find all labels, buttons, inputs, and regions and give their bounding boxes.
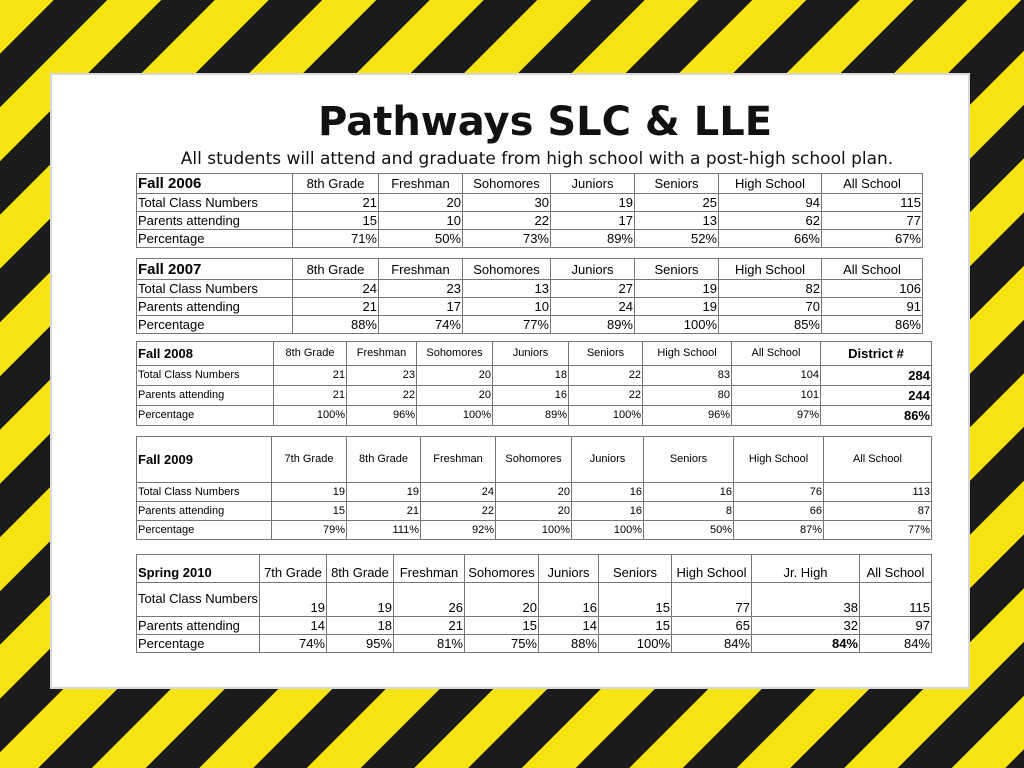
table-cell: 85% [719, 316, 822, 334]
table-cell: 92% [421, 521, 496, 540]
column-header: Seniors [635, 174, 719, 194]
column-header: Jr. High [752, 555, 860, 583]
district-cell: 284 [821, 366, 932, 386]
table-cell: 88% [293, 316, 379, 334]
table-cell: 10 [463, 298, 551, 316]
table-cell: 76 [734, 483, 824, 502]
table-cell: 19 [327, 583, 394, 617]
table-row [137, 521, 932, 540]
column-header: Sohomores [496, 437, 572, 483]
table-cell: 84% [752, 635, 860, 653]
table-cell: 67% [822, 230, 923, 248]
table-cell: 97% [732, 406, 821, 426]
column-header: All School [860, 555, 932, 583]
table-cell: 17 [551, 212, 635, 230]
fall-2008-table [136, 341, 932, 426]
table-cell: 52% [635, 230, 719, 248]
table-cell: 20 [417, 386, 493, 406]
table-cell: 100% [635, 316, 719, 334]
table-cell: 113 [824, 483, 932, 502]
table-cell: 74% [260, 635, 327, 653]
column-header: 7th Grade [260, 555, 327, 583]
table-cell: 23 [379, 280, 463, 298]
table-cell: 20 [496, 502, 572, 521]
table-cell: 21 [293, 298, 379, 316]
table-cell: 100% [496, 521, 572, 540]
table-cell: 25 [635, 194, 719, 212]
column-header: 8th Grade [293, 174, 379, 194]
table-cell: 10 [379, 212, 463, 230]
table-cell: 14 [260, 617, 327, 635]
column-header: 8th Grade [347, 437, 421, 483]
table-cell: 19 [347, 483, 421, 502]
table-row [137, 194, 923, 212]
table-cell: 100% [572, 521, 644, 540]
table-cell: 32 [752, 617, 860, 635]
table-cell: 83 [643, 366, 732, 386]
column-header: All School [822, 174, 923, 194]
column-header: All School [824, 437, 932, 483]
table-cell: 13 [463, 280, 551, 298]
table-cell: 20 [465, 583, 539, 617]
column-header: Seniors [635, 259, 719, 280]
table-cell: 100% [599, 635, 672, 653]
table-cell: 30 [463, 194, 551, 212]
table-cell: 21 [347, 502, 421, 521]
table-cell: 89% [493, 406, 569, 426]
table-cell: 24 [551, 298, 635, 316]
spring-2010-table [136, 554, 932, 653]
table-cell: 19 [635, 280, 719, 298]
table-cell: 21 [274, 386, 347, 406]
table-row [137, 298, 923, 316]
row-label: Total Class Numbers [137, 194, 293, 212]
table-cell: 73% [463, 230, 551, 248]
table-cell: 19 [635, 298, 719, 316]
table-cell: 20 [496, 483, 572, 502]
row-label: Percentage [137, 316, 293, 334]
table-cell: 66 [734, 502, 824, 521]
table-cell: 19 [551, 194, 635, 212]
fall-2006-table [136, 173, 923, 248]
table-cell: 21 [394, 617, 465, 635]
table-cell: 75% [465, 635, 539, 653]
table-cell: 77 [822, 212, 923, 230]
table-row [137, 386, 932, 406]
table-cell: 21 [293, 194, 379, 212]
table-cell: 77% [824, 521, 932, 540]
table-cell: 26 [394, 583, 465, 617]
table-cell: 18 [493, 366, 569, 386]
table-cell: 115 [860, 583, 932, 617]
table-cell: 21 [274, 366, 347, 386]
page-title: Pathways SLC & LLE [317, 99, 773, 145]
table-cell: 16 [572, 483, 644, 502]
district-cell: 86% [821, 406, 932, 426]
table-cell: 70 [719, 298, 822, 316]
column-header: All School [822, 259, 923, 280]
table-label: Fall 2006 [137, 174, 293, 194]
table-row [137, 483, 932, 502]
table-cell: 27 [551, 280, 635, 298]
row-label: Percentage [137, 406, 274, 426]
table-cell: 17 [379, 298, 463, 316]
table-cell: 62 [719, 212, 822, 230]
table-cell: 50% [379, 230, 463, 248]
table-cell: 74% [379, 316, 463, 334]
column-header: Juniors [551, 174, 635, 194]
table-cell: 24 [293, 280, 379, 298]
table-cell: 65 [672, 617, 752, 635]
table-cell: 19 [272, 483, 347, 502]
table-cell: 104 [732, 366, 821, 386]
table-cell: 22 [421, 502, 496, 521]
table-cell: 82 [719, 280, 822, 298]
table-cell: 87% [734, 521, 824, 540]
column-header: All School [732, 342, 821, 366]
table-cell: 20 [417, 366, 493, 386]
table-row [137, 212, 923, 230]
district-cell: 244 [821, 386, 932, 406]
row-label: Parents attending [137, 617, 260, 635]
fall-2007-table [136, 258, 923, 334]
column-header: Juniors [572, 437, 644, 483]
table-row [137, 406, 932, 426]
fall-2009-table [136, 436, 932, 540]
table-label: Fall 2007 [137, 259, 293, 280]
table-cell: 38 [752, 583, 860, 617]
table-cell: 15 [599, 583, 672, 617]
row-label: Parents attending [137, 298, 293, 316]
table-cell: 16 [493, 386, 569, 406]
table-cell: 87 [824, 502, 932, 521]
table-cell: 20 [379, 194, 463, 212]
table-cell: 111% [347, 521, 421, 540]
column-header: Freshman [394, 555, 465, 583]
column-header: High School [719, 259, 822, 280]
column-header: High School [719, 174, 822, 194]
table-cell: 89% [551, 316, 635, 334]
column-header: Seniors [644, 437, 734, 483]
table-cell: 16 [539, 583, 599, 617]
table-cell: 14 [539, 617, 599, 635]
table-row [137, 230, 923, 248]
row-label: Parents attending [137, 212, 293, 230]
table-cell: 15 [272, 502, 347, 521]
column-header: Sohomores [465, 555, 539, 583]
row-label: Total Class Numbers [137, 366, 274, 386]
column-header: Seniors [569, 342, 643, 366]
table-cell: 66% [719, 230, 822, 248]
row-label: Percentage [137, 521, 272, 540]
table-cell: 96% [643, 406, 732, 426]
table-cell: 50% [644, 521, 734, 540]
table-cell: 95% [327, 635, 394, 653]
table-label: Fall 2008 [137, 342, 274, 366]
table-cell: 100% [274, 406, 347, 426]
table-cell: 106 [822, 280, 923, 298]
table-cell: 15 [293, 212, 379, 230]
row-label: Parents attending [137, 502, 272, 521]
table-row [137, 316, 923, 334]
column-header: 7th Grade [272, 437, 347, 483]
table-cell: 22 [569, 386, 643, 406]
table-row [137, 583, 932, 617]
column-header: Freshman [379, 259, 463, 280]
row-label: Percentage [137, 230, 293, 248]
table-cell: 115 [822, 194, 923, 212]
table-cell: 88% [539, 635, 599, 653]
column-header: Sohomores [417, 342, 493, 366]
table-cell: 91 [822, 298, 923, 316]
table-cell: 16 [572, 502, 644, 521]
column-header: 8th Grade [293, 259, 379, 280]
table-cell: 80 [643, 386, 732, 406]
table-cell: 22 [463, 212, 551, 230]
table-cell: 96% [347, 406, 417, 426]
table-cell: 77% [463, 316, 551, 334]
table-cell: 81% [394, 635, 465, 653]
table-cell: 84% [860, 635, 932, 653]
table-cell: 101 [732, 386, 821, 406]
column-header: High School [643, 342, 732, 366]
column-header: Freshman [347, 342, 417, 366]
table-row [137, 617, 932, 635]
column-header: Freshman [421, 437, 496, 483]
table-cell: 100% [569, 406, 643, 426]
table-cell: 16 [644, 483, 734, 502]
page-subtitle: All students will attend and graduate from high school with a post-high school plan. [180, 149, 894, 169]
column-header: Seniors [599, 555, 672, 583]
row-label: Parents attending [137, 386, 274, 406]
column-header: Sohomores [463, 259, 551, 280]
table-cell: 100% [417, 406, 493, 426]
table-row [137, 280, 923, 298]
column-header: 8th Grade [327, 555, 394, 583]
table-cell: 24 [421, 483, 496, 502]
column-header: Sohomores [463, 174, 551, 194]
district-header: District # [821, 342, 932, 366]
table-cell: 89% [551, 230, 635, 248]
table-row [137, 366, 932, 386]
row-label: Total Class Numbers [137, 280, 293, 298]
column-header: High School [672, 555, 752, 583]
column-header: Juniors [539, 555, 599, 583]
column-header: High School [734, 437, 824, 483]
column-header: Juniors [551, 259, 635, 280]
table-label: Spring 2010 [137, 555, 260, 583]
table-cell: 15 [599, 617, 672, 635]
table-cell: 15 [465, 617, 539, 635]
column-header: Freshman [379, 174, 463, 194]
table-cell: 97 [860, 617, 932, 635]
row-label: Percentage [137, 635, 260, 653]
table-cell: 8 [644, 502, 734, 521]
table-cell: 22 [347, 386, 417, 406]
column-header: 8th Grade [274, 342, 347, 366]
table-cell: 13 [635, 212, 719, 230]
table-cell: 19 [260, 583, 327, 617]
table-cell: 22 [569, 366, 643, 386]
table-cell: 77 [672, 583, 752, 617]
table-row [137, 502, 932, 521]
table-cell: 79% [272, 521, 347, 540]
row-label: Total Class Numbers [137, 583, 260, 617]
column-header: Juniors [493, 342, 569, 366]
table-cell: 86% [822, 316, 923, 334]
table-cell: 23 [347, 366, 417, 386]
table-cell: 94 [719, 194, 822, 212]
table-label: Fall 2009 [137, 437, 272, 483]
table-cell: 71% [293, 230, 379, 248]
table-cell: 18 [327, 617, 394, 635]
row-label: Total Class Numbers [137, 483, 272, 502]
table-cell: 84% [672, 635, 752, 653]
table-row [137, 635, 932, 653]
